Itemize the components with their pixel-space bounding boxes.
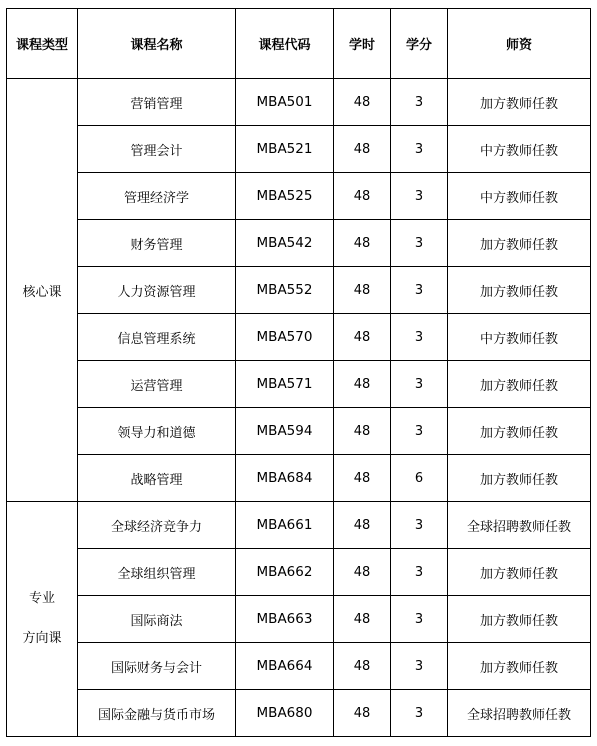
course-code-cell: MBA684 (236, 455, 334, 502)
course-code-cell: MBA680 (236, 690, 334, 737)
table-row (7, 643, 591, 690)
course-name-cell: 信息管理系统 (78, 314, 236, 361)
header-course-name: 课程名称 (78, 9, 236, 79)
faculty-cell: 加方教师任教 (448, 596, 591, 643)
course-type-label: 方向课 (22, 631, 62, 646)
course-type-cell (7, 502, 78, 737)
course-name-cell: 管理会计 (78, 126, 236, 173)
header-hours: 学时 (334, 9, 391, 79)
faculty-cell: 中方教师任教 (448, 173, 591, 220)
course-name-cell: 战略管理 (78, 455, 236, 502)
header-course-code: 课程代码 (236, 9, 334, 79)
hours-cell: 48 (334, 126, 391, 173)
header-course-type: 课程类型 (7, 9, 78, 79)
credits-cell: 3 (391, 79, 448, 126)
table-row (7, 126, 591, 173)
hours-cell: 48 (334, 690, 391, 737)
hours-cell: 48 (334, 596, 391, 643)
table-row (7, 408, 591, 455)
course-name-cell: 财务管理 (78, 220, 236, 267)
faculty-cell: 全球招聘教师任教 (448, 502, 591, 549)
course-code-cell: MBA552 (236, 267, 334, 314)
course-code-cell: MBA501 (236, 79, 334, 126)
credits-cell: 3 (391, 267, 448, 314)
table-row (7, 455, 591, 502)
credits-cell: 3 (391, 361, 448, 408)
course-code-cell: MBA662 (236, 549, 334, 596)
header-row (7, 9, 591, 79)
hours-cell: 48 (334, 361, 391, 408)
table-row (7, 173, 591, 220)
hours-cell: 48 (334, 502, 391, 549)
faculty-cell: 加方教师任教 (448, 220, 591, 267)
credits-cell: 3 (391, 314, 448, 361)
table-row (7, 79, 591, 126)
course-type-label: 核心课 (22, 284, 62, 300)
faculty-cell: 加方教师任教 (448, 643, 591, 690)
credits-cell: 3 (391, 220, 448, 267)
faculty-cell: 加方教师任教 (448, 549, 591, 596)
course-name-cell: 运营管理 (78, 361, 236, 408)
faculty-cell: 中方教师任教 (448, 126, 591, 173)
faculty-cell: 加方教师任教 (448, 361, 591, 408)
credits-cell: 6 (391, 455, 448, 502)
header-faculty: 师资 (448, 9, 591, 79)
course-type-cell (7, 79, 78, 502)
credits-cell: 3 (391, 596, 448, 643)
table-row (7, 502, 591, 549)
course-name-cell: 全球经济竞争力 (78, 502, 236, 549)
faculty-cell: 加方教师任教 (448, 455, 591, 502)
table-row (7, 549, 591, 596)
credits-cell: 3 (391, 173, 448, 220)
hours-cell: 48 (334, 173, 391, 220)
table-body (7, 79, 591, 737)
course-type-label: 专业 (28, 591, 55, 606)
hours-cell: 48 (334, 79, 391, 126)
table-row (7, 690, 591, 737)
course-name-cell: 国际财务与会计 (78, 643, 236, 690)
course-code-cell: MBA570 (236, 314, 334, 361)
course-name-cell: 国际商法 (78, 596, 236, 643)
course-code-cell: MBA521 (236, 126, 334, 173)
course-name-cell: 营销管理 (78, 79, 236, 126)
header-credits: 学分 (391, 9, 448, 79)
course-code-cell: MBA525 (236, 173, 334, 220)
hours-cell: 48 (334, 267, 391, 314)
course-name-cell: 人力资源管理 (78, 267, 236, 314)
table-row (7, 267, 591, 314)
faculty-cell: 中方教师任教 (448, 314, 591, 361)
credits-cell: 3 (391, 549, 448, 596)
course-code-cell: MBA542 (236, 220, 334, 267)
credits-cell: 3 (391, 690, 448, 737)
course-table (6, 8, 591, 737)
table-row (7, 596, 591, 643)
faculty-cell: 加方教师任教 (448, 267, 591, 314)
course-code-cell: MBA661 (236, 502, 334, 549)
faculty-cell: 全球招聘教师任教 (448, 690, 591, 737)
hours-cell: 48 (334, 455, 391, 502)
course-code-cell: MBA664 (236, 643, 334, 690)
faculty-cell: 加方教师任教 (448, 79, 591, 126)
hours-cell: 48 (334, 549, 391, 596)
faculty-cell: 加方教师任教 (448, 408, 591, 455)
credits-cell: 3 (391, 126, 448, 173)
table-row (7, 220, 591, 267)
course-name-cell: 全球组织管理 (78, 549, 236, 596)
hours-cell: 48 (334, 220, 391, 267)
course-code-cell: MBA594 (236, 408, 334, 455)
course-name-cell: 国际金融与货币市场 (78, 690, 236, 737)
hours-cell: 48 (334, 643, 391, 690)
course-code-cell: MBA663 (236, 596, 334, 643)
hours-cell: 48 (334, 314, 391, 361)
hours-cell: 48 (334, 408, 391, 455)
credits-cell: 3 (391, 408, 448, 455)
course-name-cell: 管理经济学 (78, 173, 236, 220)
credits-cell: 3 (391, 502, 448, 549)
table-row (7, 314, 591, 361)
credits-cell: 3 (391, 643, 448, 690)
course-name-cell: 领导力和道德 (78, 408, 236, 455)
course-code-cell: MBA571 (236, 361, 334, 408)
table-row (7, 361, 591, 408)
